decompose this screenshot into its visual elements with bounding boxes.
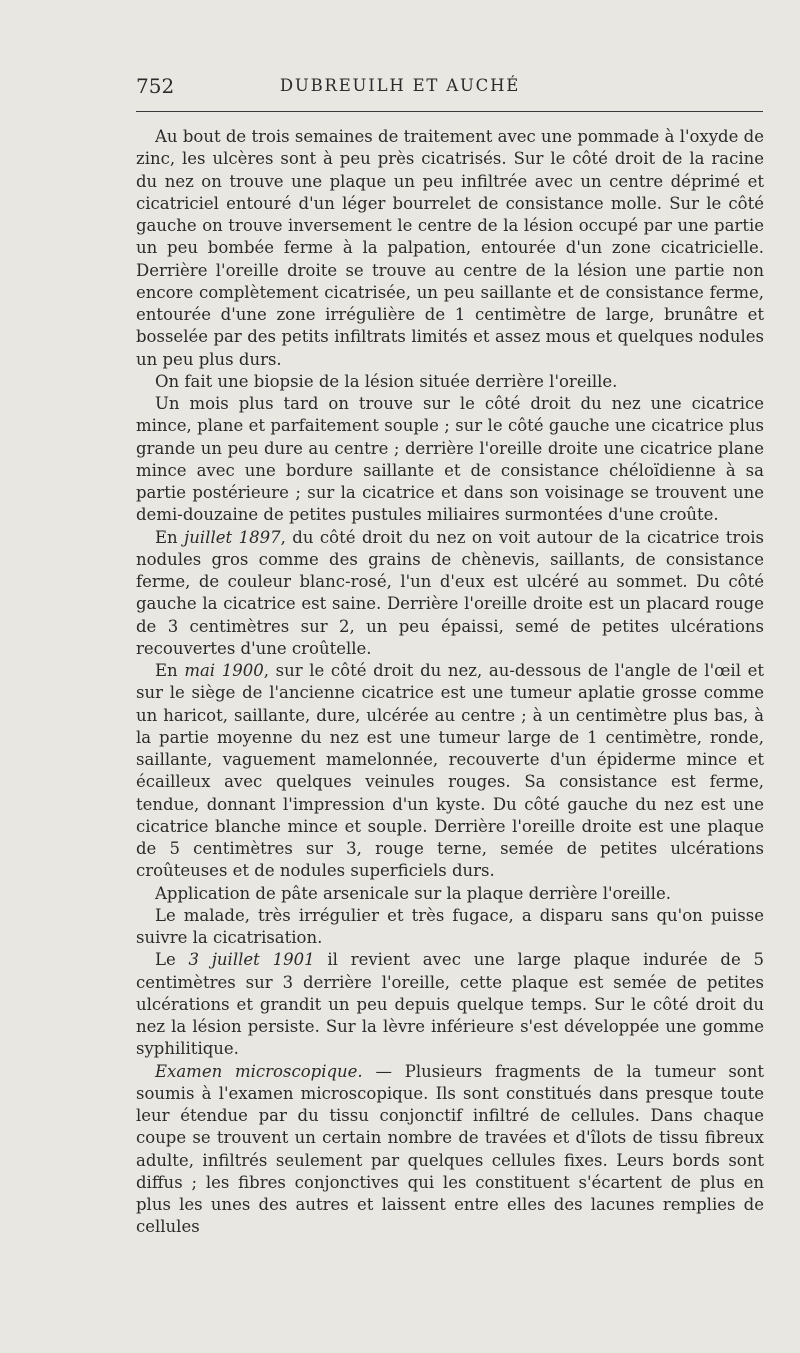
paragraph-date: mai 1900 [184,661,264,680]
section-heading: Examen microscopique. [155,1061,363,1081]
paragraph-body: il revient avec une large plaque indurée de 5 centimètres sur 3 derrière l'oreille, cette plaque est semée de petites ulcérations et grandit un peu depuis quelque temps. Sur le côté droit du nez la lésion persiste. Sur la lèvre inférieure s'est développée une gomme syphilitique. [136,950,764,1059]
paragraph-microscopic-exam [136,1061,764,1239]
paragraph-may-1900 [136,660,764,883]
paragraph-biopsy: On fait une biopsie de la lésion située derrière l'oreille. [155,371,618,391]
paragraph-date: juillet 1897 [184,527,281,547]
paragraph-july-1901 [136,949,764,1060]
paragraph-body: — Plusieurs fragments de la tumeur sont soumis à l'examen microscopique. Ils sont constitués dans presque toute leur étendue par du tissu conjonctif infiltré de cellules. Dans chaque coupe se trouvent un certain nombre de travées et d'îlots de tissu fibreux adulte, infiltrés seulement par quelques cellules fixes. Leurs bords sont diffus ; les fibres conjonctives qui les constituent s'écartent de plus en plus les unes des autres et laissent entre elles des lacunes remplies de cellules [136,1061,764,1237]
body-text [136,126,764,1239]
paragraph-lead: En [155,527,178,547]
paragraph-july-1897 [136,527,764,661]
paragraph-lead: En [155,661,178,680]
page-number: 752 [136,74,175,98]
paragraph-arsenical-paste: Application de pâte arsenicale sur la plaque derrière l'oreille. [155,883,671,903]
running-head: DUBREUILH ET AUCHÉ [279,76,521,95]
paragraph-lead: Le [155,950,176,970]
header-rule [136,111,763,112]
paragraph-date: 3 juillet 1901 [188,950,315,970]
paragraph-body: , sur le côté droit du nez, au-dessous de l'angle de l'œil et sur le siège de l'ancienne cicatrice est une tumeur aplatie grosse comme un haricot, saillante, dure, ulcérée au centre ; à un centimètre plus bas, à la partie moyenne du nez est une tumeur large de 1 centimètre, ronde, saillante, vaguement mamelonnée, recouverte d'un épiderme mince et écailleux avec quelques veinules rouges. Sa consistance est ferme, tendue, donnant l'impression d'un kyste. Du côté gauche du nez est une cicatrice blanche mince et souple. Derrière l'oreille droite est une plaque de 5 centimètres sur 3, rouge terne, semée de petites ulcérations croûteuses et de nodules superficiels durs. [136,661,765,881]
paragraph-one-month-later: Un mois plus tard on trouve sur le côté droit du nez une cicatrice mince, plane et parfaitement souple ; sur le côté gauche une cicatrice plus grande un peu dure au centre ; derrière l'oreille droite une cicatrice plane mince avec une bordure saillante et de consistance chéloïdienne à sa partie postérieure ; sur la cicatrice et dans son voisinage se trouvent une demi-douzaine de petites pustules miliaires surmontées d'une croûte. [136,394,764,525]
paragraph-body: , du côté droit du nez on voit autour de la cicatrice trois nodules gros comme des grains de chènevis, saillants, de consistance ferme, de couleur blanc-rosé, l'un d'eux est ulcéré au sommet. Du côté gauche la cicatrice est saine. Derrière l'oreille droite est un placard rouge de 3 centimètres sur 2, un peu épaissi, semé de petites ulcérations recouvertes d'une croûtelle. [136,527,764,658]
paragraph-treatment-results: Au bout de trois semaines de traitement avec une pommade à l'oxyde de zinc, les ulcères sont à peu près cicatrisés. Sur le côté droit de la racine du nez on trouve une plaque un peu infiltrée avec un centre déprimé et cicatriciel entouré d'un léger bourrelet de consistance molle. Sur le côté gauche on trouve inversement le centre de la lésion occupé par une partie un peu bombée ferme à la palpation, entourée d'un zone cicatricielle. Derrière l'oreille droite se trouve au centre de la lésion une partie non encore complètement cicatrisée, un peu saillante et de consistance ferme, entourée d'une zone irrégulière de 1 centimètre de large, brunâtre et bosselée par des petits infiltrats limités et assez mous et quelques nodules un peu plus durs. [136,127,764,369]
paragraph-patient-disappeared: Le malade, très irrégulier et très fugace, a disparu sans qu'on puisse suivre la cicatrisation. [136,905,764,947]
